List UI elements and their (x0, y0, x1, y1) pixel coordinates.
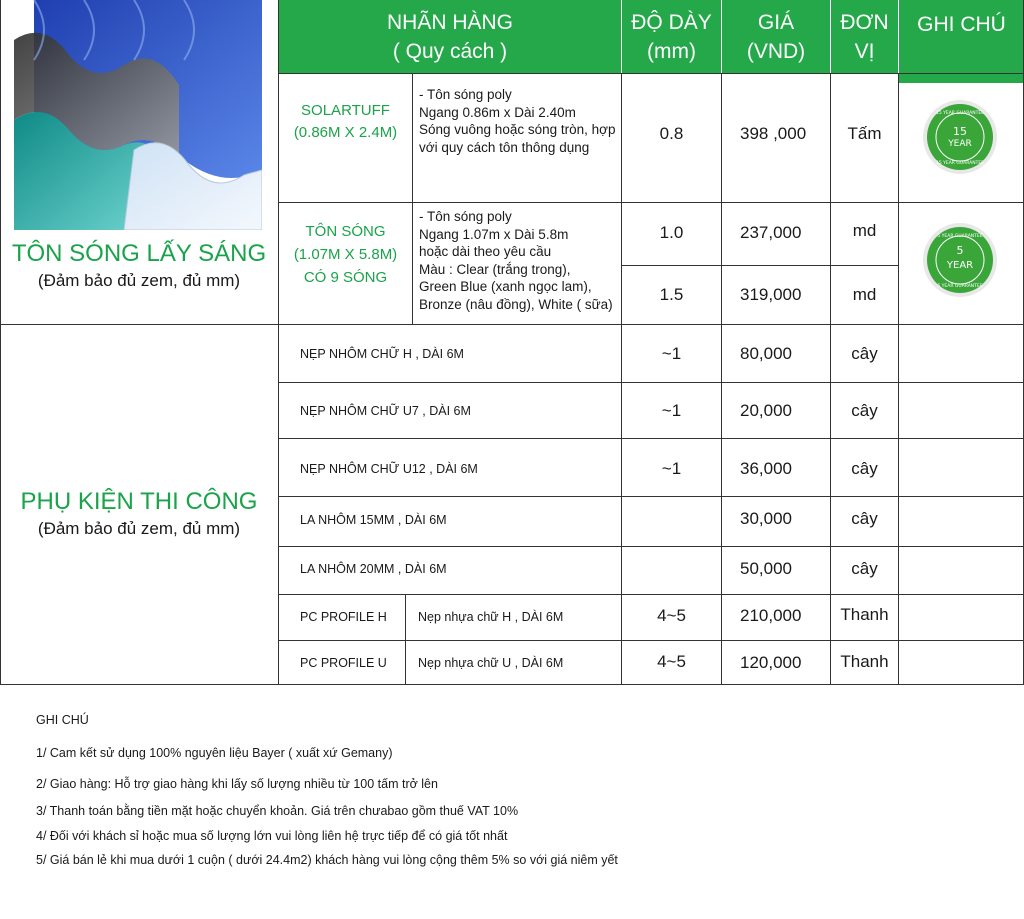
product-name-line: CÓ 9 SÓNG (303, 269, 388, 286)
section-2-subtitle: (Đảm bảo đủ zem, đủ mm) (37, 519, 241, 538)
badge-arc-top: 15 YEAR GUARANTEE (935, 111, 985, 116)
header-price-title: GIÁ (757, 10, 795, 34)
section-2-title: PHỤ KIỆN THI CÔNG (20, 488, 258, 515)
note-item: 4/ Đối với khách sỉ hoặc mua số lượng lớn vui lòng liên hệ trực tiếp để có giá tốt nhất (36, 829, 508, 843)
thickness-value: 4~5 (657, 652, 686, 671)
section-1-title: TÔN SÓNG LẤY SÁNG (11, 240, 267, 267)
thickness-value: ~1 (661, 459, 682, 478)
price-value: 237,000 (740, 223, 802, 242)
price-value: 319,000 (740, 285, 802, 304)
thickness-value: ~1 (661, 401, 682, 420)
badge-number: 15 (953, 125, 967, 138)
thickness-value: 1.5 (659, 285, 684, 304)
desc-line: Green Blue (xanh ngọc lam), (419, 279, 592, 294)
header-brand-sub: ( Quy cách ) (392, 39, 508, 63)
badge-word: YEAR (948, 139, 972, 149)
price-value: 398 ,000 (740, 124, 807, 143)
price-value: 50,000 (740, 559, 792, 578)
guarantee-15-year-icon (921, 98, 999, 176)
section-1-heading (0, 240, 278, 291)
accessory-name: PC PROFILE U (300, 656, 387, 670)
note-item: 2/ Giao hàng: Hỗ trợ giao hàng khi lấy số lượng nhiều từ 100 tấm trở lên (36, 777, 438, 791)
header-note-title: GHI CHÚ (917, 13, 1006, 36)
price-value: 120,000 (740, 653, 802, 672)
header-brand-title: NHÃN HÀNG (386, 10, 513, 34)
note-item: 1/ Cam kết sử dụng 100% nguyên liệu Bayer ( xuất xứ Gemany) (36, 746, 393, 760)
desc-line: với quy cách tôn thông dụng (419, 139, 590, 155)
accessory-name: LA NHÔM 15MM , DÀI 6M (300, 513, 447, 527)
thickness-value: ~1 (661, 344, 682, 363)
desc-line: Bronze (nâu đồng), White ( sữa) (419, 296, 613, 312)
unit-value: cây (851, 459, 878, 478)
unit-value: cây (851, 401, 878, 420)
product-desc-ton-song (419, 208, 619, 313)
product-desc-solartuff (419, 86, 619, 156)
header-thickness (622, 0, 721, 73)
unit-value: md (852, 285, 877, 304)
header-price-unit: (VND) (746, 39, 806, 63)
note-item: 5/ Giá bán lẻ khi mua dưới 1 cuộn ( dưới 24.4m2) khách hàng vui lòng cộng thêm 5% so với giá niêm yết (36, 853, 618, 867)
corrugated-sheets-photo (14, 0, 262, 230)
accessory-name: NẸP NHÔM CHỮ H , DÀI 6M (300, 347, 464, 361)
desc-line: hoặc dài theo yêu cầu (419, 244, 552, 259)
desc-line: Ngang 0.86m x Dài 2.40m (419, 104, 576, 120)
badge-number: 5 (956, 244, 964, 257)
badge-arc-bottom: 15 YEAR GUARANTEE (935, 161, 985, 166)
header-unit-title: ĐƠN (840, 10, 889, 34)
product-name-line: SOLARTUFF (301, 102, 390, 119)
price-value: 80,000 (740, 344, 792, 363)
desc-line: Ngang 1.07m x Dài 5.8m (419, 226, 569, 242)
price-value: 30,000 (740, 509, 792, 528)
accessory-name: NẸP NHÔM CHỮ U7 , DÀI 6M (300, 404, 471, 418)
accessory-desc: Nẹp nhựa chữ U , DÀI 6M (418, 656, 564, 670)
header-brand (279, 0, 621, 73)
product-name-solartuff (279, 100, 412, 144)
header-thickness-unit: (mm) (647, 39, 696, 63)
header-note (899, 0, 1024, 83)
desc-line: - Tôn sóng poly (419, 209, 512, 224)
notes-title: GHI CHÚ (36, 713, 89, 727)
product-name-line: TÔN SÓNG (305, 223, 386, 240)
badge-arc-top: 5 YEAR GUARANTEE (937, 234, 983, 239)
accessory-desc: Nẹp nhựa chữ H , DÀI 6M (418, 610, 564, 624)
desc-line: Sóng vuông hoặc sóng tròn, hợp (419, 122, 616, 137)
header-thickness-title: ĐỘ DÀY (631, 10, 712, 34)
badge-arc-bottom: 5 YEAR GUARANTEE (937, 284, 983, 289)
price-value: 20,000 (740, 401, 792, 420)
price-value: 36,000 (740, 459, 792, 478)
section-1-subtitle: (Đảm bảo đủ zem, đủ mm) (37, 271, 241, 290)
desc-line: Màu : Clear (trắng trong), (419, 261, 571, 277)
thickness-value: 1.0 (659, 223, 684, 242)
product-name-line: (0.86M X 2.4M) (293, 124, 398, 141)
unit-value: Thanh (840, 605, 889, 624)
accessory-name: LA NHÔM 20MM , DÀI 6M (300, 562, 447, 576)
header-unit-sub: VỊ (854, 39, 875, 63)
product-name-ton-song (279, 220, 412, 289)
unit-value: Tấm (847, 124, 882, 143)
accessory-name: PC PROFILE H (300, 610, 387, 624)
thickness-value: 4~5 (657, 606, 686, 625)
header-price (722, 0, 830, 73)
guarantee-5-year-icon (921, 221, 999, 299)
thickness-value: 0.8 (659, 124, 684, 143)
unit-value: cây (851, 509, 878, 528)
badge-word: YEAR (946, 260, 974, 271)
unit-value: cây (851, 344, 878, 363)
unit-value: Thanh (840, 652, 889, 671)
product-name-line: (1.07M X 5.8M) (293, 246, 398, 263)
accessory-name: NẸP NHÔM CHỮ U12 , DÀI 6M (300, 462, 478, 476)
section-2-heading (0, 488, 278, 539)
unit-value: md (852, 221, 877, 240)
header-unit (831, 0, 898, 73)
price-value: 210,000 (740, 606, 802, 625)
desc-line: - Tôn sóng poly (419, 87, 512, 102)
unit-value: cây (851, 559, 878, 578)
note-item: 3/ Thanh toán bằng tiền mặt hoặc chuyển khoản. Giá trên chưabao gồm thuế VAT 10% (36, 804, 519, 818)
